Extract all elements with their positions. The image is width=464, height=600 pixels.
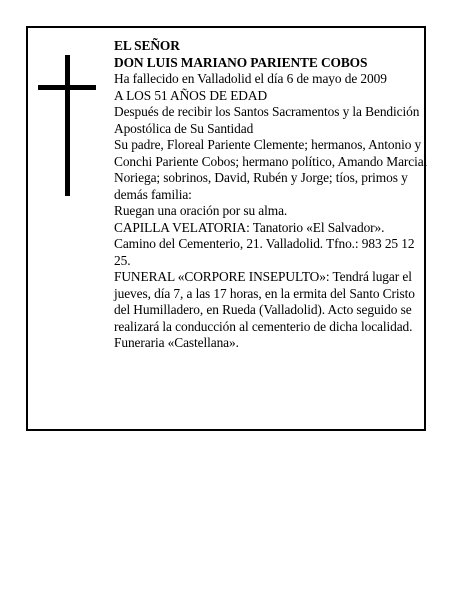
- funeral-info: FUNERAL «CORPORE INSEPULTO»: Tendrá lugar el jueves, día 7, a las 17 horas, en la ermita del Santo Cristo del Humilladero, en Rueda (Valladolid). Acto seguido se realizará la conducción al cementerio de dicha localidad.: [114, 269, 415, 334]
- family-list: Su padre, Floreal Pariente Clemente; hermanos, Antonio y Conchi Pariente Cobos; hermano político, Amando Marcial Noriega; sobrinos, David, Rubén y Jorge; tíos, primos y demás familia:: [114, 137, 428, 202]
- funeral-home: Funeraria «Castellana».: [114, 335, 239, 350]
- notice-title: EL SEÑOR: [114, 38, 180, 53]
- prayer-request: Ruegan una oración por su alma.: [114, 203, 288, 218]
- death-statement: Ha fallecido en Valladolid el día 6 de mayo de 2009: [114, 71, 387, 86]
- notice-text-block: [114, 38, 428, 352]
- chapel-info: CAPILLA VELATORIA: Tanatorio «El Salvador». Camino del Cementerio, 21. Valladolid. Tfno.: 983 25 12 25.: [114, 219, 415, 268]
- cross-horizontal-bar: [38, 85, 96, 90]
- age-statement: A LOS 51 AÑOS DE EDAD: [114, 87, 268, 103]
- cross-icon: [38, 55, 96, 196]
- cross-vertical-bar: [65, 55, 70, 196]
- deceased-name: DON LUIS MARIANO PARIENTE COBOS: [114, 54, 368, 70]
- sacraments-statement: Después de recibir los Santos Sacramentos y la Bendición Apostólica de Su Santidad: [114, 104, 420, 136]
